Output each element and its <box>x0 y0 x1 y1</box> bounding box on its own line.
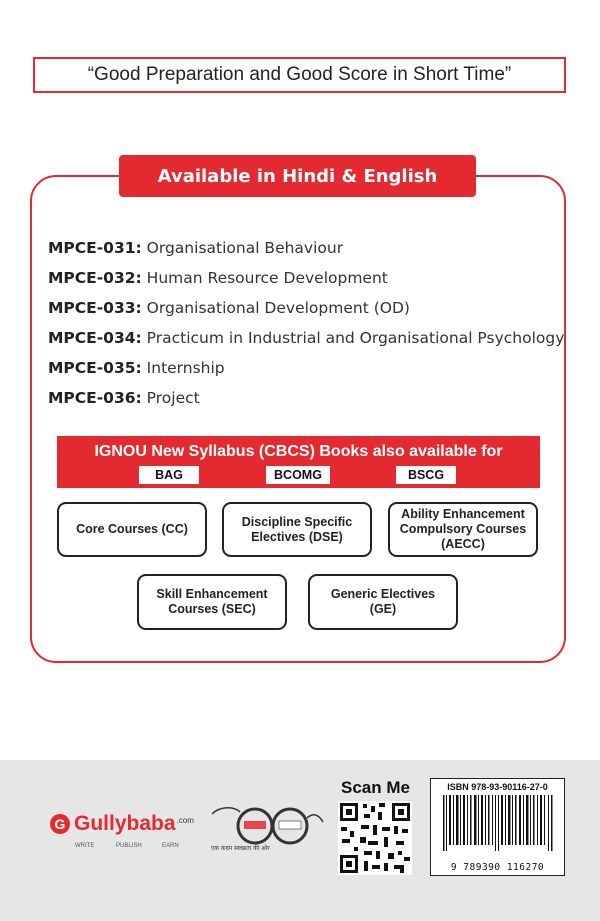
swachh-caption: एक कदम स्वच्छता की ओर <box>211 845 270 852</box>
slogan-write: WRITE <box>75 843 95 849</box>
course-code: MPCE-031: <box>48 239 142 257</box>
barcode-icon <box>441 795 556 859</box>
cbcs-title: IGNOU New Syllabus (CBCS) Books also available for <box>94 443 503 460</box>
course-title: Organisational Development (OD) <box>146 299 410 317</box>
program-tag-bag: BAG <box>139 466 199 484</box>
course-type-dse: Discipline Specific Electives (DSE) <box>222 502 372 557</box>
course-code: MPCE-036: <box>48 389 142 407</box>
course-title: Project <box>146 389 200 407</box>
program-tag-bscg: BSCG <box>396 466 456 484</box>
course-title: Organisational Behaviour <box>146 239 344 257</box>
course-title: Internship <box>146 359 225 377</box>
course-type-aecc: Ability Enhancement Compulsory Courses (AECC) <box>388 502 538 557</box>
brand-name: Gullybaba <box>74 812 176 835</box>
brand-suffix: .com <box>176 815 194 825</box>
course-item <box>48 356 564 386</box>
isbn-barcode <box>430 778 565 876</box>
gullybaba-logo-icon: G <box>50 814 70 834</box>
barcode-number: 9 789390 116270 <box>450 862 545 873</box>
scan-label: Scan Me <box>341 778 410 797</box>
slogan-earn: EARN <box>162 843 179 849</box>
isbn-label: ISBN 978-93-90116-27-0 <box>447 782 548 792</box>
course-item <box>48 266 564 296</box>
cbcs-banner <box>57 436 540 488</box>
slogan-publish: PUBLISH <box>116 843 142 849</box>
course-code: MPCE-035: <box>48 359 142 377</box>
course-item <box>48 296 564 326</box>
course-type-sec: Skill Enhancement Courses (SEC) <box>137 574 287 630</box>
course-type-ge: Generic Electives (GE) <box>308 574 458 630</box>
gullybaba-logo <box>50 812 194 836</box>
course-title: Practicum in Industrial and Organisational Psychology <box>146 329 565 347</box>
availability-banner: Available in Hindi & English <box>119 155 476 197</box>
course-code: MPCE-032: <box>48 269 142 287</box>
course-item <box>48 236 564 266</box>
course-code: MPCE-034: <box>48 329 142 347</box>
course-item <box>48 386 564 416</box>
course-list <box>48 236 564 416</box>
course-title: Human Resource Development <box>146 269 388 287</box>
swachh-bharat-glasses-icon <box>210 800 325 850</box>
course-code: MPCE-033: <box>48 299 142 317</box>
tagline: “Good Preparation and Good Score in Short Time” <box>33 57 566 93</box>
qr-code-icon <box>338 801 412 875</box>
program-tag-bcomg: BCOMG <box>266 466 330 484</box>
course-item <box>48 326 564 356</box>
course-type-cc: Core Courses (CC) <box>57 502 207 557</box>
